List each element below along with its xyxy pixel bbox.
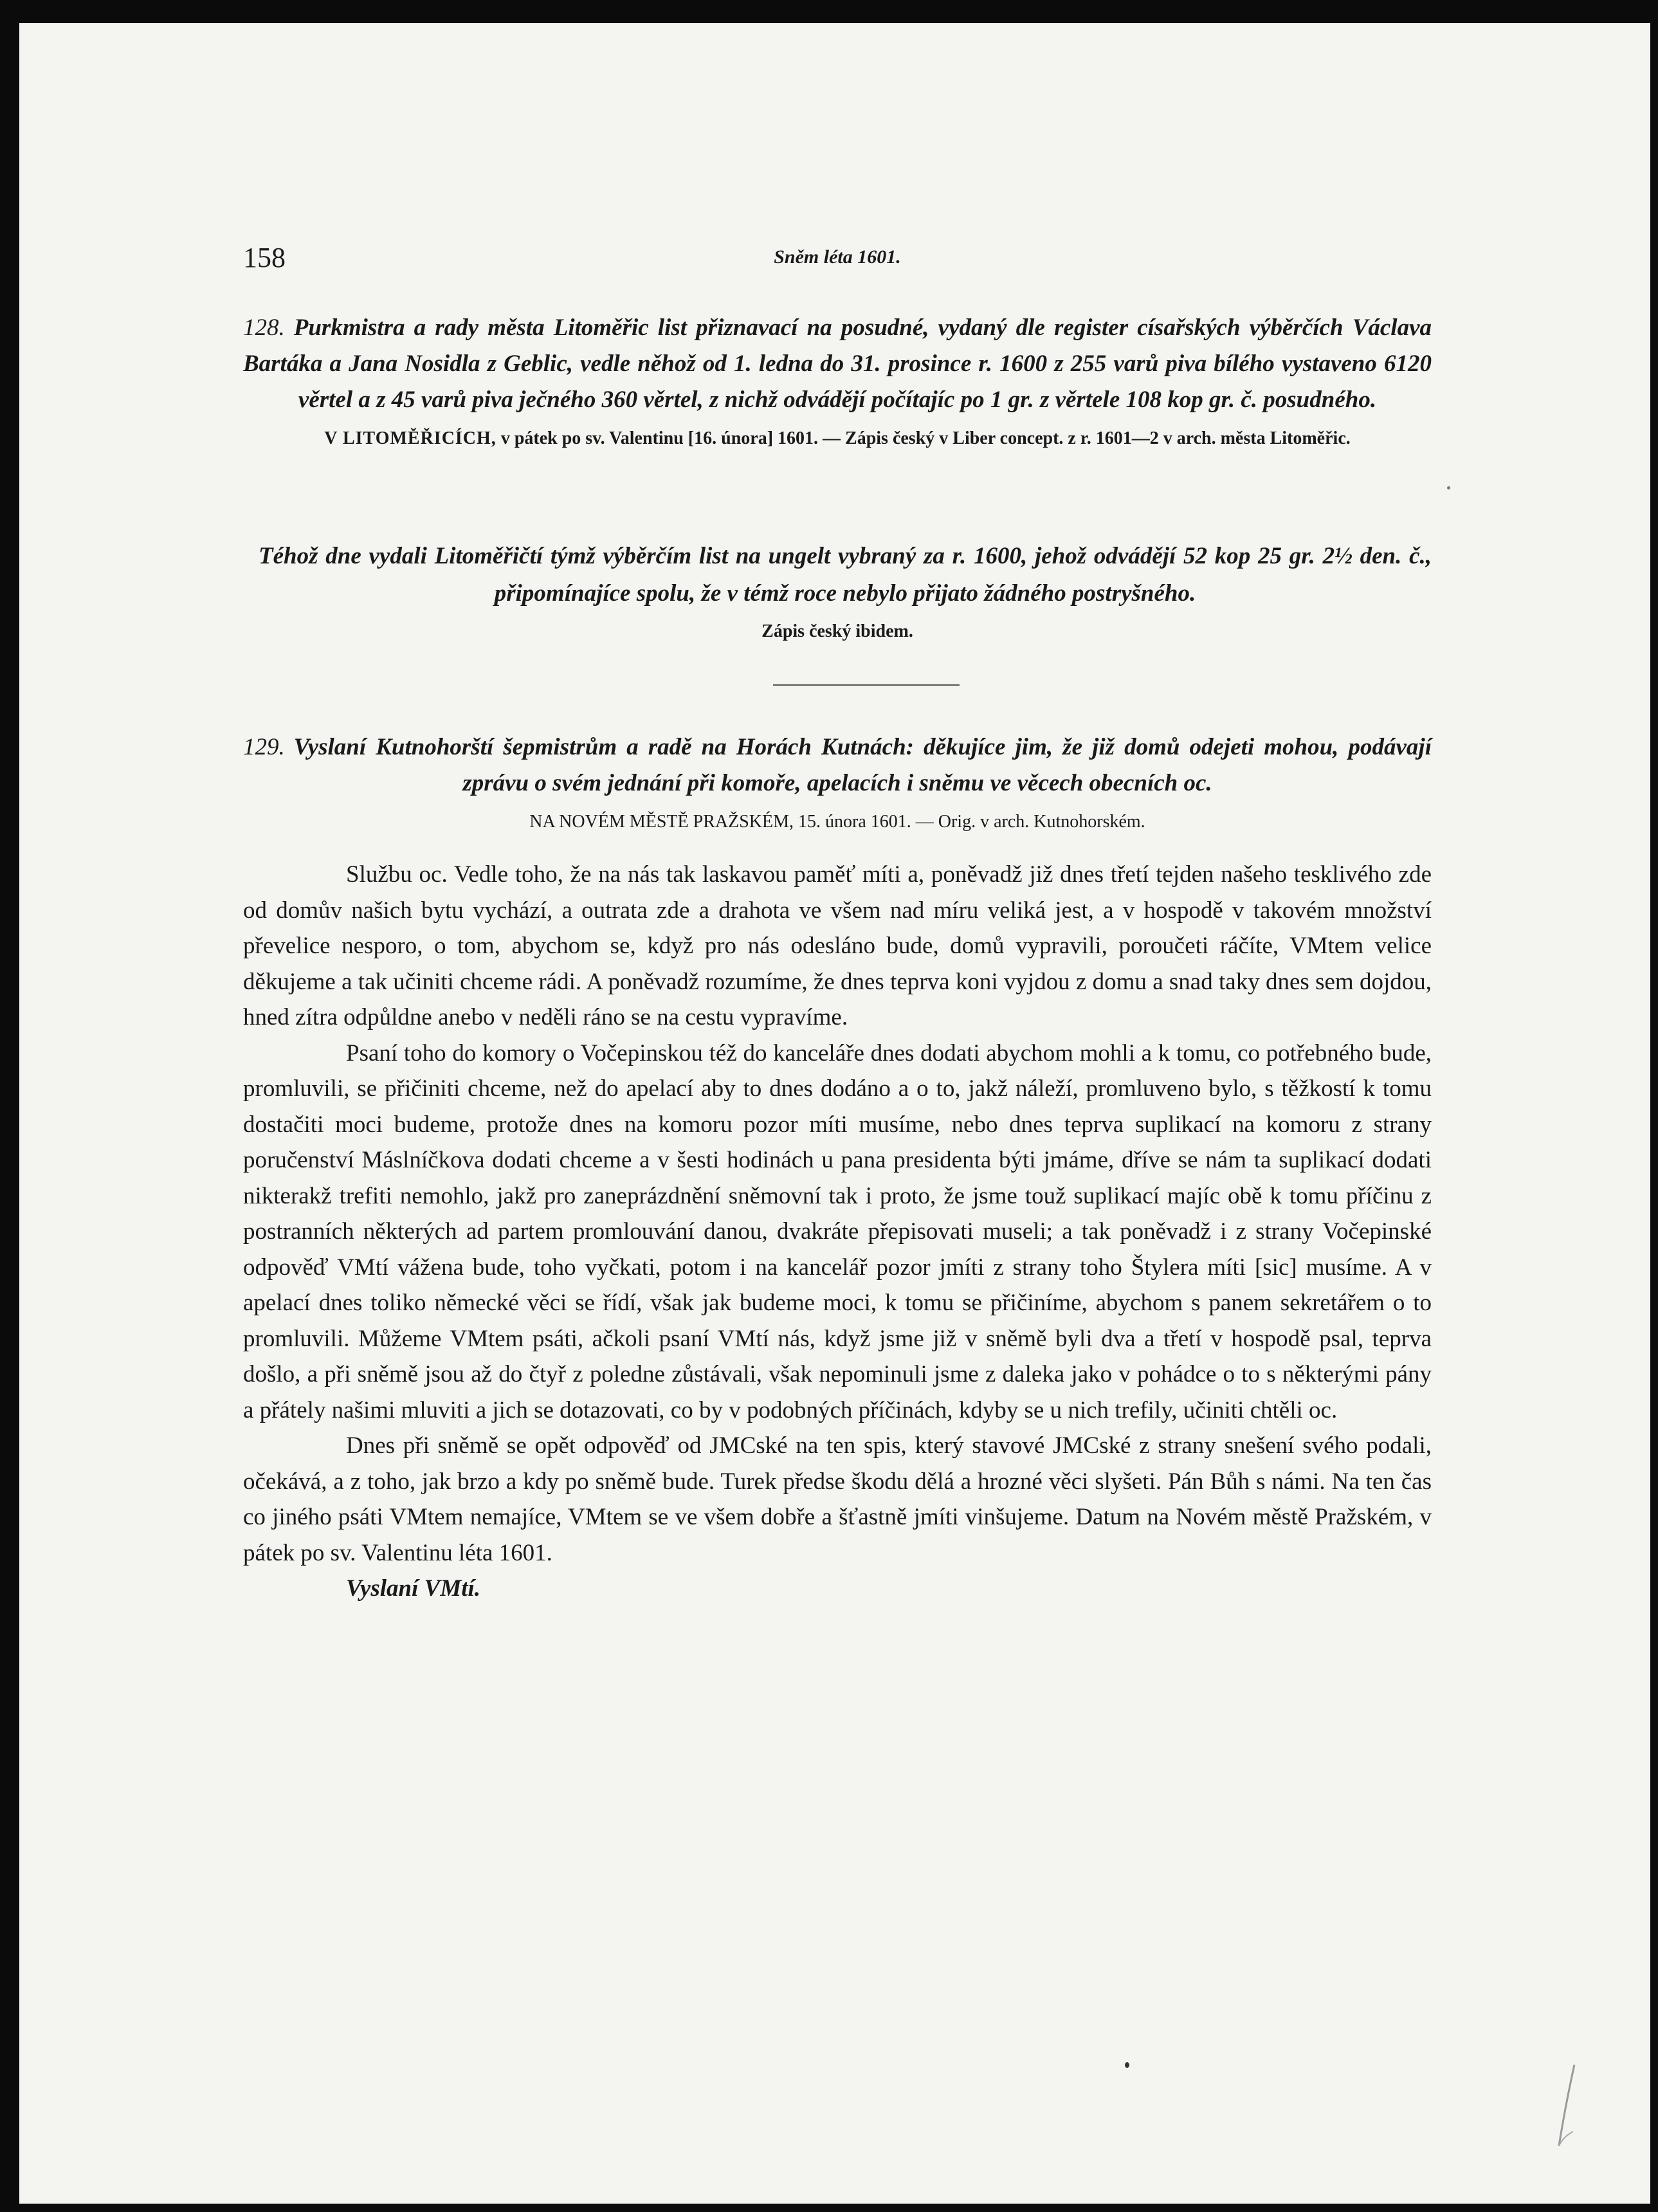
document-128-title-text: Purkmistra a rady města Litoměřic list přiznavací na posudné, vydaný dle register císařských výběrčích Václava Bartáka a Jana Nosidla z Geblic, vedle něhož od 1. ledna do 31. prosince r. 1600 z 255 varů piva bílého vystaveno 6120 věrtel a z 45 varů piva ječného 360 věrtel, z nichž odvádějí počítajíc po 1 gr. z věrtele 108 kop gr. č. posudného. <box>243 315 1432 413</box>
running-head <box>243 235 1432 280</box>
letter-paragraph-2: Psaní toho do komory o Vočepinskou též do kanceláře dnes dodati abychom mohli a k tomu, co potřebného bude, promluvili, se přičiniti chceme, než do apelací aby to dnes dodáno a o to, jakž náleží, promluveno bylo, s těžkostí k tomu dostačiti moci budeme, protože dnes na komoru pozor míti musíme, nebo dnes teprva suplikací na komoru z strany poručenství Máslníčkova dodati chceme a v šesti hodinách u pana presidenta býti jmáme, dříve se nám ta suplikací dodati nikterakž trefiti nemohlo, jakž pro zaneprázdnění sněmovní tak i proto, že jsme touž suplikací majíc obě k tomu příčinu z postranních některých ad partem promlouvání danou, dvakráte přepisovati museli; a tak poněvadž i z strany Vočepinské odpověď VMtí vážena bude, toho vyčkati, potom i na kancelář pozor jmíti z strany toho Štylera míti [sic] musíme. A v apelací dnes toliko německé věci se řídí, však jak budeme moci, k tomu se přičiníme, abychom s panem sekretářem o to promluvili. Můžeme VMtem psáti, ačkoli psaní VMtí nás, když jsme již v sněmě byli dva a třetí v hospodě psal, teprva došlo, a při sněmě jsou až do čtyř z poledne zůstávali, však nepominuli jsme z daleka jako v pohádce o to s některými pány a přátely našimi mluviti a jich se dotazovati, co by v podobných příčinách, kdyby se u nich trefily, učiniti chtěli oc. <box>243 1039 1432 1423</box>
document-128-source <box>243 423 1432 454</box>
scan-speck <box>1447 486 1450 489</box>
letter-paragraph-3: Dnes při sněmě se opět odpověď od JMCské na ten spis, který stavové JMCské z strany snešení svého podali, očekává, a z toho, jak brzo a kdy po sněmě bude. Turek předse škodu dělá a hrozné věci slyšeti. Pán Bůh s námi. Na ten čas co jiného psáti VMtem nemajíce, VMtem se ve všem dobře a šťastně jmíti vinšujeme. Datum na Novém městě Pražském, v pátek po sv. Valentinu léta 1601. <box>243 1432 1432 1566</box>
document-128 <box>243 310 1432 454</box>
note-text: Téhož dne vydali Litoměřičtí týmž výběrčím list na ungelt vybraný za r. 1600, jehož odvádějí 52 kop 25 gr. 2½ den. č., připomínajíce spolu, že v témž roce nebylo přijato žádného postryšného. <box>259 543 1432 607</box>
page-number: 158 <box>243 242 286 273</box>
document-128-number: 128. <box>243 315 285 341</box>
document-129 <box>243 729 1432 837</box>
note-source: Zápis český ibidem. <box>761 621 913 641</box>
document-128-source-place: V LITOMĚŘICÍCH, <box>324 428 496 448</box>
scanned-page <box>19 23 1650 2204</box>
section-divider <box>773 684 960 686</box>
document-128-source-text: v pátek po sv. Valentinu [16. února] 1601. — Zápis český v Liber concept. z r. 1601—2 v arch. města Litoměřic. <box>500 428 1351 448</box>
document-129-title <box>243 729 1432 801</box>
letter-body <box>243 857 1432 1607</box>
running-title: Sněm léta 1601. <box>774 246 901 268</box>
scan-speck <box>1125 2062 1129 2068</box>
document-128-note <box>243 538 1432 647</box>
document-129-source: NA NOVÉM MĚSTĚ PRAŽSKÉM, 15. února 1601. — Orig. v arch. Kutnohorském. <box>529 812 1145 832</box>
pencil-mark <box>1550 2062 1582 2152</box>
document-128-title <box>243 310 1432 418</box>
document-129-number: 129. <box>243 734 285 760</box>
letter-paragraph-1: Službu oc. Vedle toho, že na nás tak laskavou paměť míti a, poněvadž již dnes třetí tejden našeho tesklivého zde od domův našich bytu vychází, a outrata zde a drahota ve všem nad míru veliká jest, a v hospodě v takovém množství převelice nesporo, o tom, abychom se, když pro nás odesláno bude, domů vypravili, poroučeti ráčíte, VMtem velice děkujeme a tak učiniti chceme rádi. A poněvadž rozumíme, že dnes teprva koni vyjdou z domu a snad taky dnes sem dojdou, hned zítra odpůldne anebo v neděli ráno se na cestu vypravíme. <box>243 861 1432 1030</box>
letter-signature: Vyslaní VMtí. <box>346 1575 481 1602</box>
document-129-title-text: Vyslaní Kutnohorští šepmistrům a radě na Horách Kutnách: děkujíce jim, že již domů odejeti mohou, podávají zprávu o svém jednání při komoře, apelacích i sněmu ve věcech obecních oc. <box>293 734 1432 796</box>
